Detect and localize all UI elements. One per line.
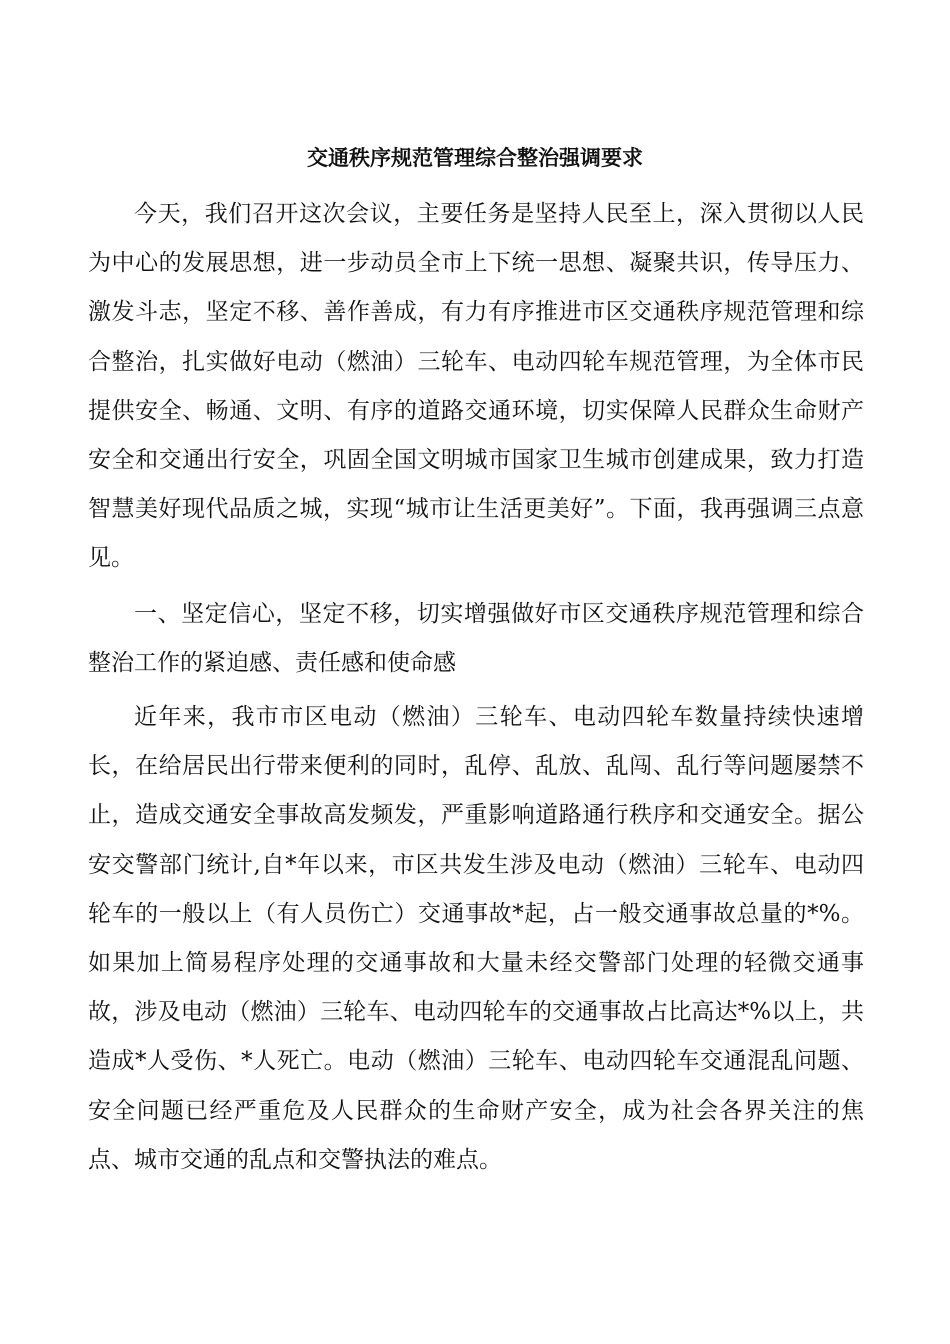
document-title: 交通秩序规范管理综合整治强调要求	[307, 146, 643, 170]
section-heading-one: 一、坚定信心，坚定不移，切实增强做好市区交通秩序规范管理和综合整治工作的紧迫感、责任感和使命感	[88, 601, 864, 677]
paragraph-background: 近年来，我市市区电动（燃油）三轮车、电动四轮车数量持续快速增长，在给居民出行带来便利的同时，乱停、乱放、乱闯、乱行等问题屡禁不止，造成交通安全事故高发频发，严重影响道路通行秩序和交通安全。据公安交警部门统计,自*年以来，市区共发生涉及电动（燃油）三轮车、电动四轮车的一般以上（有人员伤亡）交通事故*起，占一般交通事故总量的*%。如果加上简易程序处理的交通事故和大量未经交警部门处理的轻微交通事故，涉及电动（燃油）三轮车、电动四轮车的交通事故占比高达*%以上，共造成*人受伤、*人死亡。电动（燃油）三轮车、电动四轮车交通混乱问题、安全问题已经严重危及人民群众的生命财产安全，成为社会各界关注的焦点、城市交通的乱点和交警执法的难点。	[88, 704, 864, 1173]
paragraph-intro: 今天，我们召开这次会议，主要任务是坚持人民至上，深入贯彻以人民为中心的发展思想，进一步动员全市上下统一思想、凝聚共识，传导压力、激发斗志，坚定不移、善作善成，有力有序推进市区交通秩序规范管理和综合整治，扎实做好电动（燃油）三轮车、电动四轮车规范管理，为全体市民提供安全、畅通、文明、有序的道路交通环境，切实保障人民群众生命财产安全和交通出行安全，巩固全国文明城市国家卫生城市创建成果，致力打造智慧美好现代品质之城，实现“城市让生活更美好”。下面，我再强调三点意见。	[88, 201, 864, 572]
